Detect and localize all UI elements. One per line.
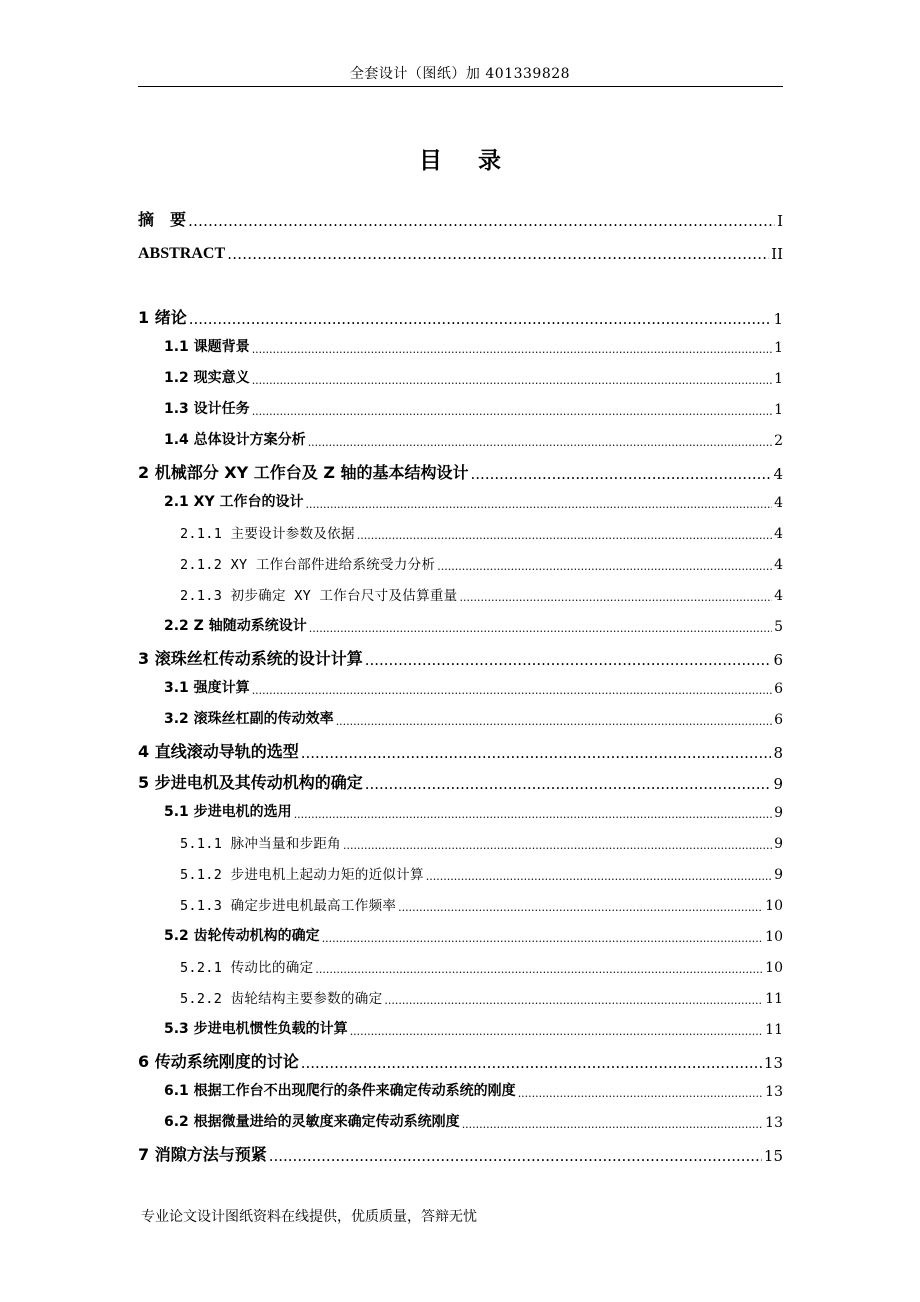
toc-leader-dots — [189, 310, 772, 328]
toc-entry-page: 1 — [774, 371, 783, 387]
toc-entry-page: 4 — [774, 557, 783, 573]
toc-entry-page: 4 — [774, 495, 783, 511]
toc-entry-page: 2 — [774, 433, 783, 449]
toc-entry[interactable] — [138, 1142, 783, 1165]
toc-entry-label: 2.1 XY 工作台的设计 — [164, 494, 304, 510]
toc-entry[interactable] — [138, 491, 783, 511]
toc-entry[interactable] — [138, 646, 783, 669]
toc-entry[interactable] — [138, 615, 783, 635]
toc-leader-dots — [426, 870, 772, 883]
toc-entry-page: 1 — [774, 402, 783, 418]
toc-entry[interactable] — [138, 305, 783, 328]
toc-entry[interactable] — [138, 1018, 783, 1038]
toc-entry-page: 4 — [773, 465, 783, 483]
toc-entry[interactable] — [138, 1080, 783, 1100]
toc-leader-dots — [357, 529, 772, 542]
toc-entry-page: 13 — [765, 1084, 783, 1100]
toc-entry-label: 2 机械部分 XY 工作台及 Z 轴的基本结构设计 — [138, 463, 469, 482]
header-text: 全套设计（图纸）加 401339828 — [349, 66, 571, 82]
toc-entry-label: 5.1.3 确定步进电机最高工作频率 — [180, 898, 397, 914]
toc-entry-page: 11 — [765, 991, 783, 1007]
toc-leader-dots — [227, 245, 769, 263]
toc-entry[interactable] — [138, 801, 783, 821]
toc-entry-label: ABSTRACT — [138, 245, 226, 262]
footer-text: 专业论文设计图纸资料在线提供，优质质量，答辩无忧 — [141, 1209, 477, 1225]
toc-entry-page: II — [771, 245, 783, 263]
toc-entry[interactable] — [138, 207, 783, 230]
toc-entry[interactable] — [138, 429, 783, 449]
toc-entry-page: 15 — [763, 1147, 783, 1165]
toc-entry-label: 5.1 步进电机的选用 — [164, 804, 292, 820]
toc-entry[interactable] — [138, 367, 783, 387]
toc-leader-dots — [384, 994, 763, 1007]
toc-entry-label: 摘 要 — [138, 210, 187, 229]
toc-entry[interactable] — [138, 245, 783, 263]
toc-entry-label: 1.3 设计任务 — [164, 401, 250, 417]
toc-entry-page: 11 — [765, 1022, 783, 1038]
toc-entry[interactable] — [138, 956, 783, 976]
toc-leader-dots — [437, 560, 772, 573]
toc-leader-dots — [343, 839, 772, 852]
toc-entry-page: 9 — [774, 836, 783, 852]
toc-entry-page: 6 — [773, 651, 783, 669]
toc-entry-label: 1.2 现实意义 — [164, 370, 250, 386]
toc-entry[interactable] — [138, 894, 783, 914]
toc-leader-dots — [365, 651, 772, 669]
toc-entry-page: 4 — [774, 588, 783, 604]
toc-leader-dots — [518, 1087, 763, 1100]
toc-entry[interactable] — [138, 1049, 783, 1072]
toc-entry-label: 3 滚珠丝杠传动系统的设计计算 — [138, 649, 363, 668]
toc-entry[interactable] — [138, 863, 783, 883]
toc-entry[interactable] — [138, 398, 783, 418]
toc-entry[interactable] — [138, 460, 783, 483]
toc-leader-dots — [459, 591, 772, 604]
toc-leader-dots — [350, 1025, 763, 1038]
toc-leader-dots — [462, 1118, 763, 1131]
toc-entry-label: 5.2 齿轮传动机构的确定 — [164, 928, 320, 944]
toc-entry-label: 3.2 滚珠丝杠副的传动效率 — [164, 711, 334, 727]
toc-leader-dots — [309, 622, 772, 635]
toc-entry-label: 2.1.1 主要设计参数及依据 — [180, 526, 355, 542]
toc-leader-dots — [322, 932, 763, 945]
toc-leader-dots — [301, 1054, 762, 1072]
header-rule — [138, 86, 783, 87]
toc-entry-label: 5 步进电机及其传动机构的确定 — [138, 773, 363, 792]
toc-entry-label: 1.4 总体设计方案分析 — [164, 432, 306, 448]
toc-leader-dots — [398, 901, 763, 914]
toc-leader-dots — [301, 744, 772, 762]
toc-entry[interactable] — [138, 708, 783, 728]
toc-leader-dots — [252, 684, 772, 697]
toc-entry-label: 6 传动系统刚度的讨论 — [138, 1052, 299, 1071]
toc-entry-page: 6 — [774, 681, 783, 697]
toc-entry-page: 10 — [765, 960, 783, 976]
toc-entry-page: 1 — [774, 340, 783, 356]
toc-entry-label: 3.1 强度计算 — [164, 680, 250, 696]
toc-entry-page: 1 — [773, 310, 783, 328]
toc-leader-dots — [305, 498, 772, 511]
toc-entry[interactable] — [138, 336, 783, 356]
toc-entry-page: 5 — [774, 619, 783, 635]
toc-entry-page: 9 — [774, 805, 783, 821]
toc-leader-dots — [336, 715, 772, 728]
toc-leader-dots — [308, 436, 772, 449]
toc-entry-page: 9 — [774, 867, 783, 883]
toc-entry[interactable] — [138, 677, 783, 697]
toc-entry-label: 1.1 课题背景 — [164, 339, 250, 355]
toc-entry-label: 2.1.3 初步确定 XY 工作台尺寸及估算重量 — [180, 588, 458, 604]
toc-entry-page: 13 — [765, 1115, 783, 1131]
toc-entry-page: 4 — [774, 526, 783, 542]
toc-entry-label: 5.3 步进电机惯性负载的计算 — [164, 1021, 348, 1037]
toc-entry[interactable] — [138, 987, 783, 1007]
toc-entry-label: 6.1 根据工作台不出现爬行的条件来确定传动系统的刚度 — [164, 1083, 516, 1099]
toc-entry[interactable] — [138, 739, 783, 762]
toc-leader-dots — [269, 1147, 762, 1165]
toc-entry[interactable] — [138, 522, 783, 542]
toc-leader-dots — [252, 405, 772, 418]
toc-entry[interactable] — [138, 584, 783, 604]
toc-entry-label: 7 消隙方法与预紧 — [138, 1145, 267, 1164]
page-title: 目 录 — [418, 148, 501, 174]
toc-leader-dots — [188, 212, 775, 230]
toc-entry-label: 2.1.2 XY 工作台部件进给系统受力分析 — [180, 557, 436, 573]
toc-leader-dots — [365, 775, 772, 793]
toc-entry-page: 6 — [774, 712, 783, 728]
toc-entry[interactable] — [138, 553, 783, 573]
toc-entry-page: 13 — [763, 1054, 783, 1072]
toc-leader-dots — [252, 374, 772, 387]
toc-entry[interactable] — [138, 770, 783, 793]
toc-entry-page: I — [777, 212, 783, 230]
toc-entry-page: 10 — [765, 929, 783, 945]
toc-entry-label: 5.1.1 脉冲当量和步距角 — [180, 836, 341, 852]
toc-entry-label: 5.2.2 齿轮结构主要参数的确定 — [180, 991, 383, 1007]
toc-entry[interactable] — [138, 1111, 783, 1131]
toc-entry-label: 2.2 Z 轴随动系统设计 — [164, 618, 307, 634]
toc-entry-label: 4 直线滚动导轨的选型 — [138, 742, 299, 761]
toc-leader-dots — [252, 343, 772, 356]
toc-entry[interactable] — [138, 925, 783, 945]
toc-leader-dots — [294, 808, 772, 821]
toc-entry[interactable] — [138, 832, 783, 852]
toc-entry-label: 5.2.1 传动比的确定 — [180, 960, 314, 976]
toc-entry-label: 6.2 根据微量进给的灵敏度来确定传动系统刚度 — [164, 1114, 460, 1130]
toc-entry-page: 10 — [765, 898, 783, 914]
toc-leader-dots — [315, 963, 763, 976]
toc-leader-dots — [471, 465, 772, 483]
toc-entry-label: 1 绪论 — [138, 308, 187, 327]
toc-entry-label: 5.1.2 步进电机上起动力矩的近似计算 — [180, 867, 424, 883]
toc-entry-page: 9 — [773, 775, 783, 793]
toc-entry-page: 8 — [773, 744, 783, 762]
